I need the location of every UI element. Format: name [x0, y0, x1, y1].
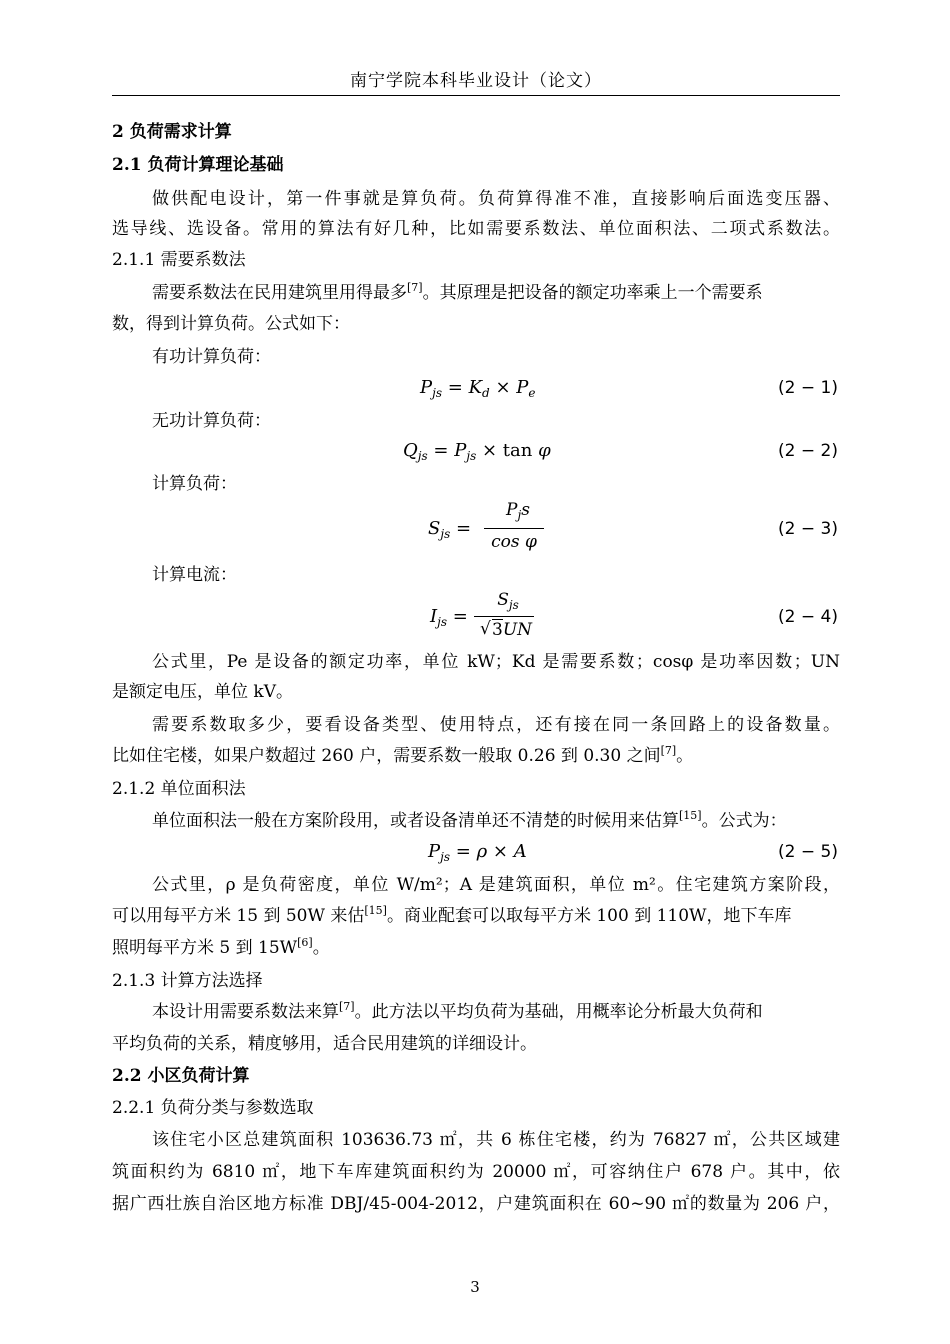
- equation-number: (2 − 2): [778, 441, 838, 461]
- equation-label: 计算电流：: [152, 565, 237, 585]
- paragraph-line: 照明每平方米 5 到 15W[6]。: [112, 936, 330, 958]
- paragraph-line: 比如住宅楼，如果户数超过 260 户，需要系数一般取 0.26 到 0.30 之间[7]。: [112, 744, 694, 766]
- citation: [7]: [407, 281, 423, 294]
- paragraph-line: 数，得到计算负荷。公式如下：: [112, 314, 350, 334]
- equation-2-4-lhs: $I_{js}$ =: [430, 606, 468, 629]
- section-heading-2-1-3: 2.1.3 计算方法选择: [112, 971, 263, 991]
- paragraph-line: 筑面积约为 6810 ㎡，地下车库建筑面积约为 20000 ㎡，可容纳住户 678 户。其中，依: [112, 1162, 840, 1182]
- paragraph-line: 公式里，ρ 是负荷密度，单位 W/m²；A 是建筑面积，单位 m²。住宅建筑方案阶段，: [152, 875, 840, 895]
- citation: [15]: [679, 809, 702, 822]
- paragraph-line: 本设计用需要系数法来算[7]。此方法以平均负荷为基础，用概率论分析最大负荷和: [152, 1000, 763, 1022]
- citation: [15]: [364, 904, 387, 917]
- equation-label: 无功计算负荷：: [152, 411, 271, 431]
- section-heading-2-1-2: 2.1.2 单位面积法: [112, 779, 246, 799]
- equation-number: (2 − 5): [778, 842, 838, 862]
- section-heading-2-1: 2.1 负荷计算理论基础: [112, 155, 284, 175]
- citation: [7]: [660, 744, 677, 757]
- paragraph-line: 据广西壮族自治区地方标准 DBJ/45-004-2012，户建筑面积在 60~90 ㎡的数量为 206 户，: [112, 1194, 840, 1214]
- equation-number: (2 − 3): [778, 519, 838, 539]
- equation-2-5: $P_{js} = \rho \times A$: [428, 841, 527, 864]
- paragraph-line: 需要系数取多少，要看设备类型、使用特点，还有接在同一条回路上的设备数量。: [152, 715, 840, 735]
- paragraph-line: 做供配电设计，第一件事就是算负荷。负荷算得准不准，直接影响后面选变压器、: [152, 189, 840, 209]
- equation-number: (2 − 1): [778, 378, 838, 398]
- citation: [7]: [339, 1000, 355, 1013]
- equation-label: 有功计算负荷：: [152, 347, 271, 367]
- paragraph-line: 单位面积法一般在方案阶段用，或者设备清单还不清楚的时候用来估算[15]。公式为：: [152, 809, 787, 831]
- header-rule: [112, 95, 840, 96]
- equation-label: 计算负荷：: [152, 474, 237, 494]
- equation-2-1: $P_{js} = K_d \times P_e$: [420, 377, 536, 400]
- paragraph-line: 选导线、选设备。常用的算法有好几种，比如需要系数法、单位面积法、二项式系数法。: [112, 219, 840, 239]
- paragraph-line: 公式里，Pe 是设备的额定功率，单位 kW；Kd 是需要系数；cosφ 是功率因数；UN: [152, 652, 840, 672]
- page-number: 3: [470, 1278, 480, 1296]
- equation-2-3-lhs: $S_{js}$ =: [428, 518, 472, 541]
- running-header: 南宁学院本科毕业设计（论文）: [350, 71, 602, 91]
- paragraph-line: 需要系数法在民用建筑里用得最多[7]。其原理是把设备的额定功率乘上一个需要系: [152, 281, 763, 303]
- citation: [6]: [297, 936, 313, 949]
- section-heading-2-1-1: 2.1.1 需要系数法: [112, 250, 246, 270]
- equation-2-2: $Q_{js} = P_{js} \times \tan \varphi$: [403, 440, 551, 463]
- paper-page: 南宁学院本科毕业设计（论文） 2 负荷需求计算 2.1 负荷计算理论基础 做供配电设计，第一件事就是算负荷。负荷算得准不准，直接影响后面选变压器、 选导线、选设备。常用的算法有好几种，比如需要系数法、单位面积法、二项式系数法。 2.1.1 需要系数法 需要系数法在民用建筑里用得最多[7]。其原理是把设备的额定功率乘上一个需要系 数，得到计算负荷。公式如下： 有功计算负荷： $P_{js} = K_d \times P_e$ (2 − 1) 无功计算负荷： $Q_{js} = P_{js} \times \tan \varphi$ (2 − 2) 计算负荷： $S_{js}$ = $P_js$ cos φ (2 − 3) 计算电流： $I_{js}$ = $S_{js}$ √ 3UN (2 − 4) 公式里，Pe 是设备的额定功率，单位 kW；Kd 是需要系数；cosφ 是功率因数；UN 是额定电压，单位 kV。 需要系数取多少，要看设备类型、使用特点，还有接在同一条回路上的设备数量。 比如住宅楼，如果户数超过 260 户，需要系数一般取 0.26 到 0.30 之间[7]。 2.1.2 单位面积法 单位面积法一般在方案阶段用，或者设备清单还不清楚的时候用来估算[15]。公式为： $P_{js} = \rho \times A$ (2 − 5) 公式里，ρ 是负荷密度，单位 W/m²；A 是建筑面积，单位 m²。住宅建筑方案阶段， 可以用每平方米 15 到 50W 来估[15]。商业配套可以取每平方米 100 到 110W，地下车库 照明每平方米 5 到 15W[6]。 2.1.3 计算方法选择 本设计用需要系数法来算[7]。此方法以平均负荷为基础，用概率论分析最大负荷和 平均负荷的关系，精度够用，适合民用建筑的详细设计。 2.2 小区负荷计算 2.2.1 负荷分类与参数选取 该住宅小区总建筑面积 103636.73 ㎡，共 6 栋住宅楼，约为 76827 ㎡，公共区域建 筑面积约为 6810 ㎡，地下车库建筑面积约为 20000 ㎡，可容纳住户 678 户。其中，依 据广西壮族自治区地方标准 DBJ/45-004-2012，户建筑面积在 60~90 ㎡的数量为 206 户， 3: [0, 0, 950, 1344]
- section-heading-2-2: 2.2 小区负荷计算: [112, 1066, 250, 1086]
- paragraph-line: 平均负荷的关系，精度够用，适合民用建筑的详细设计。: [112, 1034, 537, 1054]
- paragraph-line: 是额定电压，单位 kV。: [112, 682, 293, 702]
- section-heading-2: 2 负荷需求计算: [112, 122, 232, 142]
- paragraph-line: 可以用每平方米 15 到 50W 来估[15]。商业配套可以取每平方米 100 到 110W，地下车库: [112, 904, 792, 926]
- paragraph-line: 该住宅小区总建筑面积 103636.73 ㎡，共 6 栋住宅楼，约为 76827 ㎡，公共区域建: [152, 1130, 840, 1150]
- section-heading-2-2-1: 2.2.1 负荷分类与参数选取: [112, 1098, 314, 1118]
- equation-number: (2 − 4): [778, 607, 838, 627]
